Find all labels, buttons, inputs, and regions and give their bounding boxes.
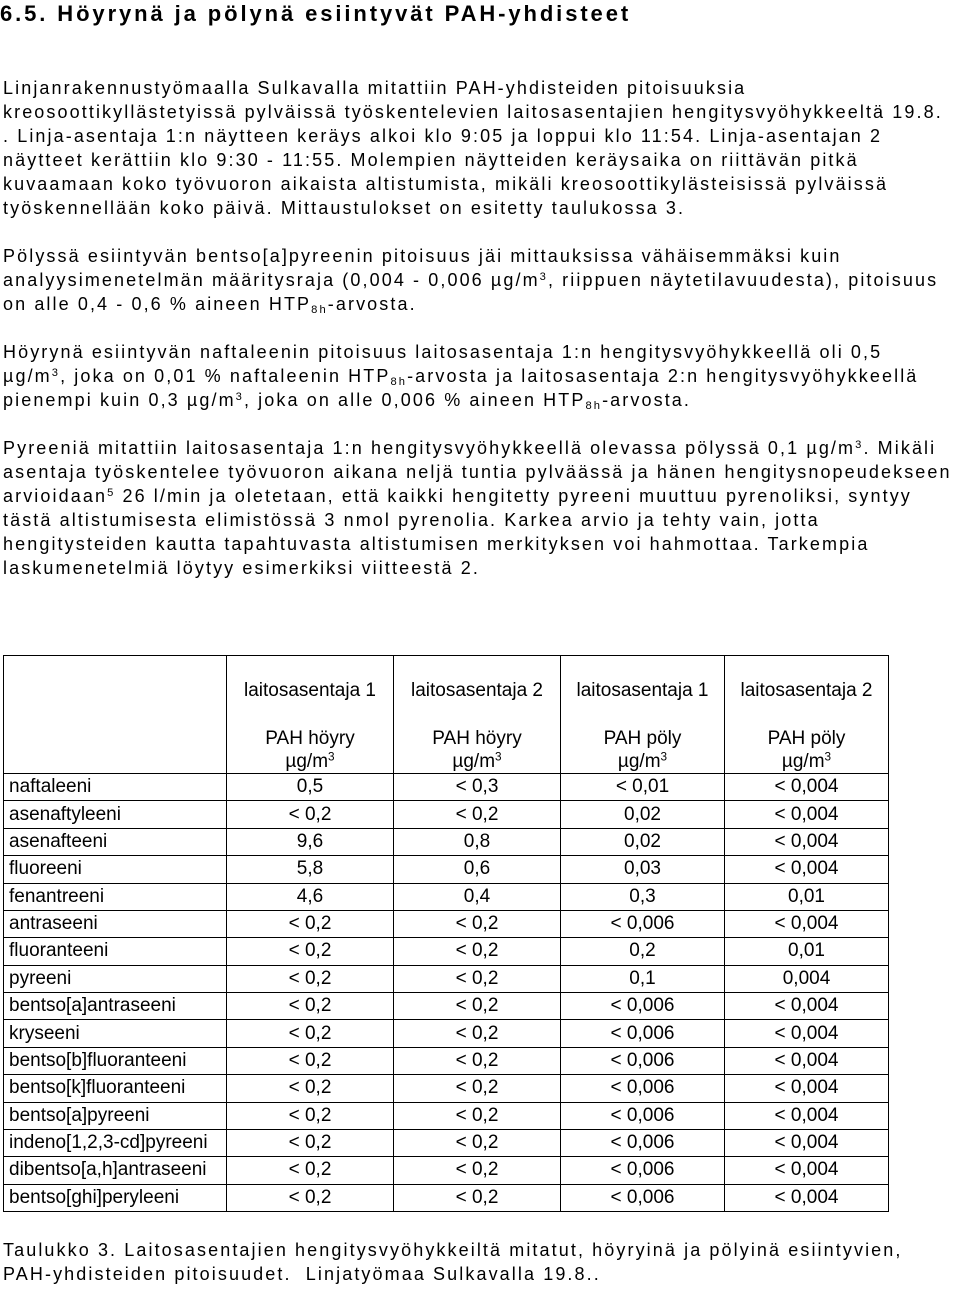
compound-cell: bentso[ghi]peryleeni [4, 1184, 227, 1211]
subscript: 8h [585, 400, 603, 413]
value-cell: 0,3 [561, 883, 725, 910]
text-run: . Mikäli [863, 438, 937, 458]
value-cell: 0,5 [227, 774, 394, 801]
compound-cell: fluoranteeni [4, 938, 227, 965]
compound-cell: fluoreeni [4, 856, 227, 883]
value-cell: < 0,006 [561, 1102, 725, 1129]
compound-cell: asenaftyleeni [4, 801, 227, 828]
caption-line [3, 1238, 956, 1262]
value-cell: < 0,2 [394, 1157, 561, 1184]
text-run: , riippuen näytetilavuudesta), pitoisuus [547, 270, 939, 290]
value-cell: 0,03 [561, 856, 725, 883]
compound-cell: dibentso[a,h]antraseeni [4, 1157, 227, 1184]
text-run: , joka on 0,01 % naftaleenin HTP [60, 366, 391, 386]
column-group-label: laitosasentaja 1 [243, 680, 377, 701]
value-cell: < 0,006 [561, 1184, 725, 1211]
text-run: on alle 0,4 - 0,6 % aineen HTP [3, 294, 312, 314]
text-run: . Linja-asentaja 1:n näytteen keräys alkoi klo 9:05 ja loppui klo 11:54. Linja-asentajan 2 [3, 126, 883, 146]
compound-cell: fenantreeni [4, 883, 227, 910]
value-cell: < 0,2 [227, 1020, 394, 1047]
text-run: PAH-yhdisteiden pitoisuudet. Linjatyömaa Sulkavalla 19.8.. [3, 1264, 601, 1284]
text-run: hengitysteiden kautta tapahtuvasta altistumisen merkityksen voi hahmottaa. Tarkempia [3, 534, 870, 554]
value-cell: < 0,2 [227, 1157, 394, 1184]
table-row [4, 965, 889, 992]
text-run: Linjanrakennustyömaalla Sulkavalla mitattiin PAH-yhdisteiden pitoisuuksia [3, 78, 747, 98]
value-cell: < 0,2 [394, 1075, 561, 1102]
paragraph-line [3, 76, 956, 100]
paragraph-line [3, 508, 956, 532]
value-cell: < 0,2 [394, 965, 561, 992]
value-cell: < 0,004 [725, 1129, 889, 1156]
compound-cell: bentso[b]fluoranteeni [4, 1047, 227, 1074]
paragraph-line [3, 436, 956, 460]
value-cell: < 0,2 [227, 938, 394, 965]
value-cell: < 0,004 [725, 1020, 889, 1047]
value-cell: < 0,004 [725, 1047, 889, 1074]
paragraph-line [3, 196, 956, 220]
table-row [4, 856, 889, 883]
paragraph-line [3, 100, 956, 124]
text-run: laskumenetelmiä löytyy esimerkiksi viitteestä 2. [3, 558, 480, 578]
unit-text: µg/m [617, 751, 661, 772]
compound-cell: bentso[k]fluoranteeni [4, 1075, 227, 1102]
column-unit-label [227, 750, 393, 773]
value-cell: < 0,004 [725, 910, 889, 937]
paragraph [3, 340, 956, 412]
value-cell: < 0,2 [394, 1129, 561, 1156]
compound-cell: asenafteeni [4, 828, 227, 855]
column-group-label: laitosasentaja 2 [740, 680, 873, 701]
paragraph-line [3, 340, 956, 364]
value-cell: < 0,2 [227, 965, 394, 992]
value-cell: 0,02 [561, 828, 725, 855]
compound-cell: bentso[a]pyreeni [4, 1102, 227, 1129]
value-cell: < 0,2 [227, 910, 394, 937]
compound-cell: bentso[a]antraseeni [4, 993, 227, 1020]
value-cell: < 0,004 [725, 1102, 889, 1129]
column-group-label: laitosasentaja 2 [410, 680, 544, 701]
column-header [227, 656, 394, 774]
text-run: tästä altistumisesta elimistössä 3 nmol pyrenolia. Karkea arvio ja tehty vain, jotta [3, 510, 820, 530]
superscript: 3 [51, 366, 61, 379]
text-run: näytteet kerättiin klo 9:30 - 11:55. Molempien näytteiden keräysaika on riittävän pitkä [3, 150, 859, 170]
text-run: 26 l/min ja oletetaan, että kaikki hengitetty pyreeni muuttuu pyrenoliksi, syntyy [115, 486, 912, 506]
compound-cell: indeno[1,2,3-cd]pyreeni [4, 1129, 227, 1156]
value-cell: < 0,004 [725, 856, 889, 883]
value-cell: 0,02 [561, 801, 725, 828]
table-row [4, 1075, 889, 1102]
table-row [4, 801, 889, 828]
text-run: Höyrynä esiintyvän naftaleenin pitoisuus laitosasentaja 1:n hengitysvyöhykkeellä oli 0,5 [3, 342, 883, 362]
unit-superscript: 3 [660, 750, 668, 764]
text-run: kreosoottikyllästetyissä pylväissä työskentelevien laitosasentajien hengitysvyöhykkeeltä 19.8. [3, 102, 943, 122]
compound-cell: pyreeni [4, 965, 227, 992]
value-cell: < 0,2 [227, 1047, 394, 1074]
paragraph-line [3, 484, 956, 508]
subscript: 8h [311, 304, 328, 317]
caption-line [3, 1262, 956, 1286]
paragraph [3, 76, 956, 220]
column-measure-label: PAH höyry [265, 728, 355, 749]
value-cell: < 0,004 [725, 828, 889, 855]
paragraph-line [3, 532, 956, 556]
value-cell: 0,6 [394, 856, 561, 883]
paragraph-line [3, 388, 956, 412]
column-measure-label: PAH pöly [603, 728, 682, 749]
paragraph-line [3, 172, 956, 196]
table-row [4, 1102, 889, 1129]
paragraph-line [3, 292, 956, 316]
column-measure-label: PAH höyry [432, 728, 522, 749]
table-row [4, 993, 889, 1020]
value-cell: 0,01 [725, 883, 889, 910]
value-cell: 0,4 [394, 883, 561, 910]
text-run: arvioidaan [3, 486, 108, 506]
value-cell: < 0,2 [227, 993, 394, 1020]
superscript: 3 [539, 270, 548, 283]
value-cell: 0,004 [725, 965, 889, 992]
paragraph-line [3, 460, 956, 484]
column-measure-label: PAH pöly [767, 728, 846, 749]
compound-cell: antraseeni [4, 910, 227, 937]
value-cell: < 0,006 [561, 1047, 725, 1074]
table-row [4, 1129, 889, 1156]
column-unit-label [725, 750, 888, 773]
paragraph [3, 436, 956, 580]
unit-text: µg/m [452, 751, 496, 772]
table-row [4, 1184, 889, 1211]
value-cell: < 0,006 [561, 1020, 725, 1047]
table-row [4, 1047, 889, 1074]
section-heading: 6.5. Höyrynä ja pölynä esiintyvät PAH-yhdisteet [0, 1, 632, 26]
header-blank-cell [4, 656, 227, 774]
value-cell: < 0,004 [725, 1157, 889, 1184]
table-row [4, 938, 889, 965]
column-unit-label [561, 750, 724, 773]
value-cell: < 0,2 [394, 993, 561, 1020]
value-cell: 0,1 [561, 965, 725, 992]
value-cell: < 0,004 [725, 801, 889, 828]
column-header [394, 656, 561, 774]
value-cell: 9,6 [227, 828, 394, 855]
column-header [561, 656, 725, 774]
text-run: , joka on alle 0,006 % aineen HTP [243, 390, 586, 410]
unit-superscript: 3 [328, 750, 335, 764]
superscript: 3 [235, 390, 244, 403]
text-run: µg/m [3, 366, 52, 386]
value-cell: < 0,2 [227, 1075, 394, 1102]
text-run: Pyreeniä mitattiin laitosasentaja 1:n hengitysvyöhykkeellä olevassa pölyssä 0,1 µg/m [3, 438, 856, 458]
value-cell: < 0,2 [227, 1102, 394, 1129]
column-unit-label [394, 750, 560, 773]
value-cell: < 0,004 [725, 993, 889, 1020]
value-cell: 0,01 [725, 938, 889, 965]
text-run: Taulukko 3. Laitosasentajien hengitysvyöhykkeiltä mitatut, höyryinä ja pölyinä esiintyvien, [3, 1240, 903, 1260]
table-row [4, 1020, 889, 1047]
value-cell: < 0,2 [394, 801, 561, 828]
text-run: Pölyssä esiintyvän bentso[a]pyreenin pitoisuus jäi mittauksissa vähäisemmäksi kuin [3, 246, 842, 266]
value-cell: < 0,006 [561, 993, 725, 1020]
value-cell: 5,8 [227, 856, 394, 883]
table-row [4, 910, 889, 937]
text-run: -arvosta ja laitosasentaja 2:n hengitysvyöhykkeellä [407, 366, 919, 386]
value-cell: < 0,2 [394, 1020, 561, 1047]
column-header [725, 656, 889, 774]
paragraph-line [3, 124, 956, 148]
value-cell: < 0,01 [561, 774, 725, 801]
table-row [4, 774, 889, 801]
superscript: 5 [107, 486, 116, 499]
value-cell: < 0,3 [394, 774, 561, 801]
value-cell: < 0,2 [394, 938, 561, 965]
value-cell: < 0,2 [394, 1047, 561, 1074]
table-row [4, 1157, 889, 1184]
unit-superscript: 3 [824, 750, 832, 764]
body-text [3, 76, 956, 604]
text-run: -arvosta. [602, 390, 692, 410]
text-run: asentaja työskentelee työvuoron aikana neljä tuntia pylväässä ja hänen hengitysnopeudekseen [3, 462, 952, 482]
paragraph [3, 244, 956, 316]
unit-text: µg/m [781, 751, 825, 772]
value-cell: < 0,006 [561, 1157, 725, 1184]
value-cell: 0,2 [561, 938, 725, 965]
paragraph-line [3, 556, 956, 580]
table-row [4, 883, 889, 910]
table-header-row [4, 656, 889, 774]
compound-cell: naftaleeni [4, 774, 227, 801]
value-cell: 0,8 [394, 828, 561, 855]
text-run: pienempi kuin 0,3 µg/m [3, 390, 236, 410]
unit-text: µg/m [285, 751, 329, 772]
text-run: kuvaamaan koko työvuoron aikaista altistumista, mikäli kreosoottikylästeisissä pylväissä [3, 174, 889, 194]
value-cell: < 0,2 [394, 1102, 561, 1129]
value-cell: < 0,2 [394, 1184, 561, 1211]
paragraph-line [3, 244, 956, 268]
value-cell: < 0,004 [725, 1184, 889, 1211]
paragraph-line [3, 268, 956, 292]
paragraph-line [3, 148, 956, 172]
pah-concentration-table [3, 655, 889, 1212]
compound-cell: kryseeni [4, 1020, 227, 1047]
text-run: -arvosta. [327, 294, 417, 314]
unit-superscript: 3 [495, 750, 502, 764]
value-cell: < 0,006 [561, 1129, 725, 1156]
value-cell: < 0,2 [394, 910, 561, 937]
text-run: analyysimenetelmän määritysraja (0,004 - 0,006 µg/m [3, 270, 540, 290]
table-caption [3, 1238, 956, 1286]
subscript: 8h [390, 376, 408, 389]
value-cell: < 0,004 [725, 1075, 889, 1102]
value-cell: 4,6 [227, 883, 394, 910]
value-cell: < 0,2 [227, 1129, 394, 1156]
text-run: työskennellään koko päivä. Mittaustulokset on esitetty taulukossa 3. [3, 198, 686, 218]
value-cell: < 0,006 [561, 910, 725, 937]
value-cell: < 0,004 [725, 774, 889, 801]
table-body [4, 774, 889, 1212]
value-cell: < 0,006 [561, 1075, 725, 1102]
value-cell: < 0,2 [227, 801, 394, 828]
column-group-label: laitosasentaja 1 [576, 680, 709, 701]
superscript: 3 [855, 438, 864, 451]
paragraph-line [3, 364, 956, 388]
table-row [4, 828, 889, 855]
value-cell: < 0,2 [227, 1184, 394, 1211]
